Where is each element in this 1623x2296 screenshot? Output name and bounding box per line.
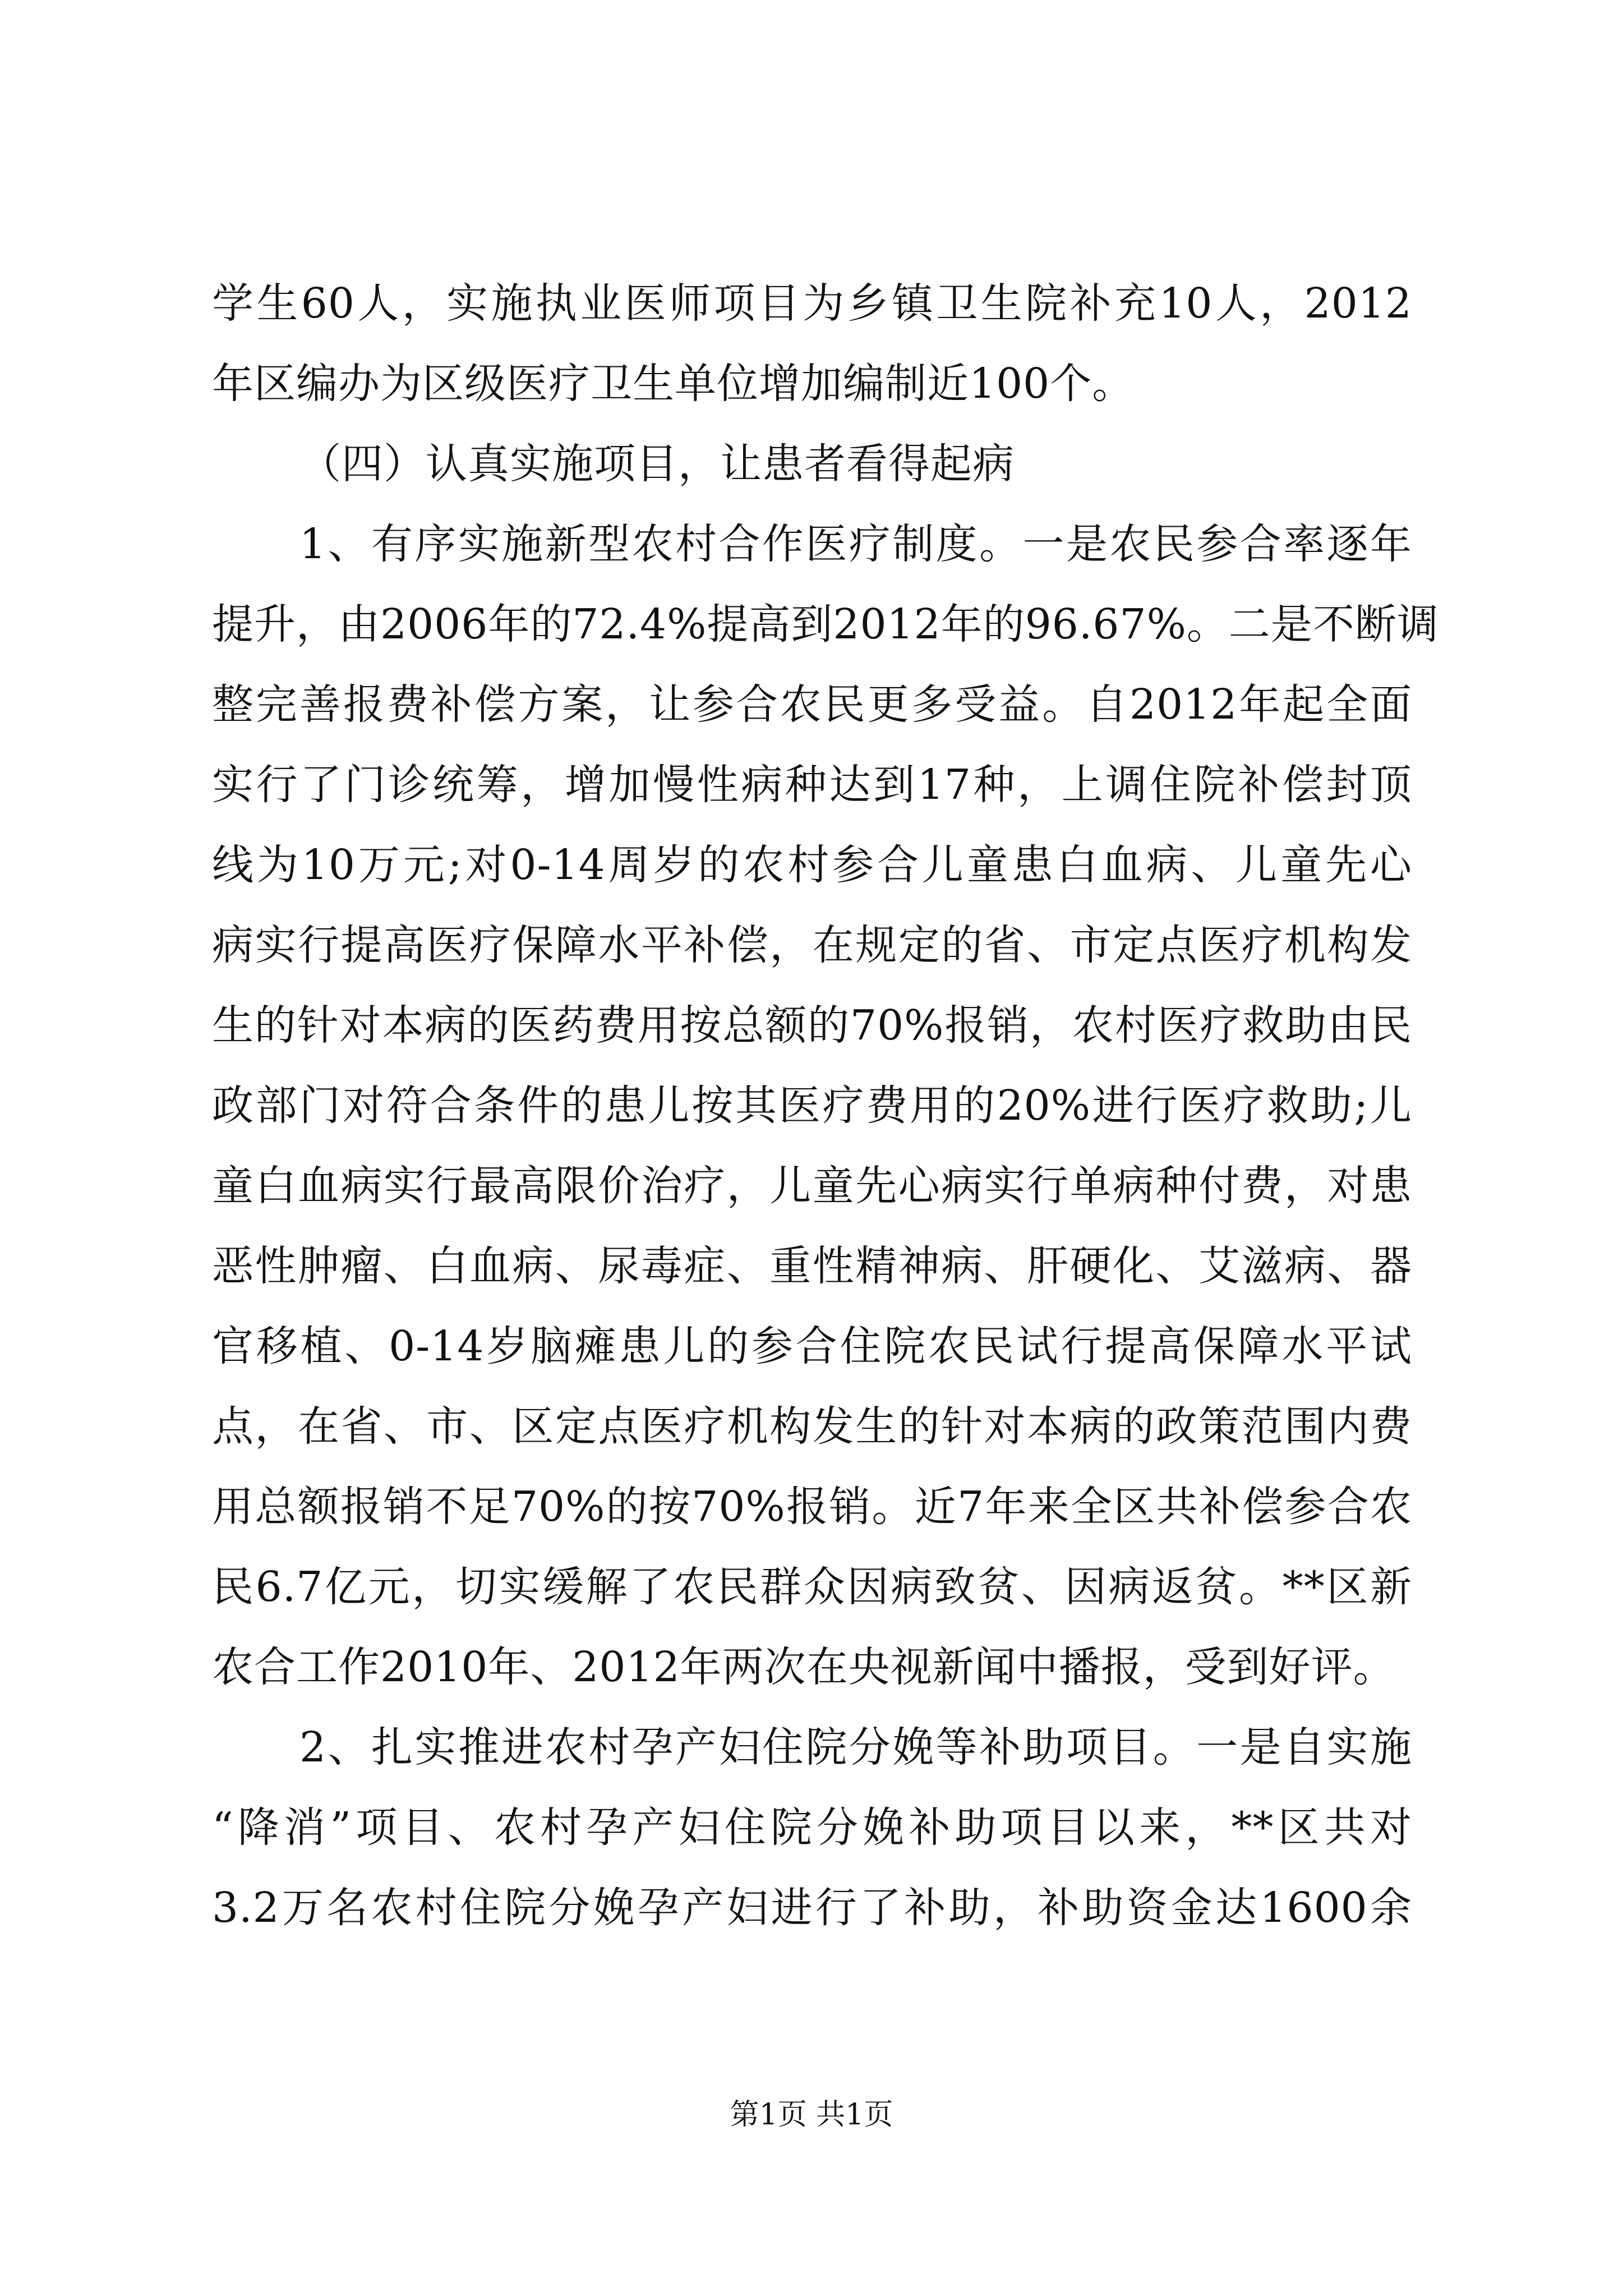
text-line: 3.2万名农村住院分娩孕产妇进行了补助，补助资金达1600余 bbox=[212, 1884, 1412, 1932]
text-line: 用总额报销不足70%的按70%报销。近7年来全区共补偿参合农 bbox=[212, 1483, 1413, 1531]
paragraph-first-line: 2、扎实推进农村孕产妇住院分娩等补助项目。一是自实施 bbox=[299, 1723, 1412, 1772]
text-line: 年区编办为区级医疗卫生单位增加编制近100个。 bbox=[212, 360, 1135, 408]
text-line: 点，在省、市、区定点医疗机构发生的针对本病的政策范围内费 bbox=[212, 1402, 1412, 1451]
paragraph-first-line: 1、有序实施新型农村合作医疗制度。一是农民参合率逐年 bbox=[299, 520, 1412, 568]
text-line: 民6.7亿元，切实缓解了农民群众因病致贫、因病返贫。**区新 bbox=[212, 1563, 1412, 1611]
section-heading: （四）认真实施项目，让患者看得起病 bbox=[299, 440, 1015, 488]
text-line: 官移植、0-14岁脑瘫患儿的参合住院农民试行提高保障水平试 bbox=[212, 1322, 1412, 1370]
text-line: 农合工作2010年、2012年两次在央视新闻中播报，受到好评。 bbox=[212, 1643, 1395, 1691]
text-line: 恶性肿瘤、白血病、尿毒症、重性精神病、肝硬化、艾滋病、器 bbox=[212, 1242, 1412, 1290]
text-line: 线为10万元;对0-14周岁的农村参合儿童患白血病、儿童先心 bbox=[212, 841, 1412, 889]
text-line: 实行了门诊统筹，增加慢性病种达到17种，上调住院补偿封顶 bbox=[212, 761, 1412, 809]
text-line: 生的针对本病的医药费用按总额的70%报销，农村医疗救助由民 bbox=[212, 1001, 1412, 1050]
text-line: 政部门对符合条件的患儿按其医疗费用的20%进行医疗救助;儿 bbox=[212, 1082, 1412, 1130]
text-line: 童白血病实行最高限价治疗，儿童先心病实行单病种付费，对患 bbox=[212, 1162, 1412, 1210]
text-line: 学生60人，实施执业医师项目为乡镇卫生院补充10人，2012 bbox=[212, 279, 1412, 328]
page-number-footer: 第1页 共1页 bbox=[730, 2098, 893, 2132]
text-line: 病实行提高医疗保障水平补偿，在规定的省、市定点医疗机构发 bbox=[212, 921, 1412, 969]
text-line: “降消”项目、农村孕产妇住院分娩补助项目以来，**区共对 bbox=[212, 1803, 1412, 1852]
text-line: 提升，由2006年的72.4%提高到2012年的96.67%。二是不断调 bbox=[212, 600, 1439, 648]
document-body bbox=[212, 264, 1439, 1948]
text-line: 整完善报费补偿方案，让参合农民更多受益。自2012年起全面 bbox=[212, 680, 1412, 729]
